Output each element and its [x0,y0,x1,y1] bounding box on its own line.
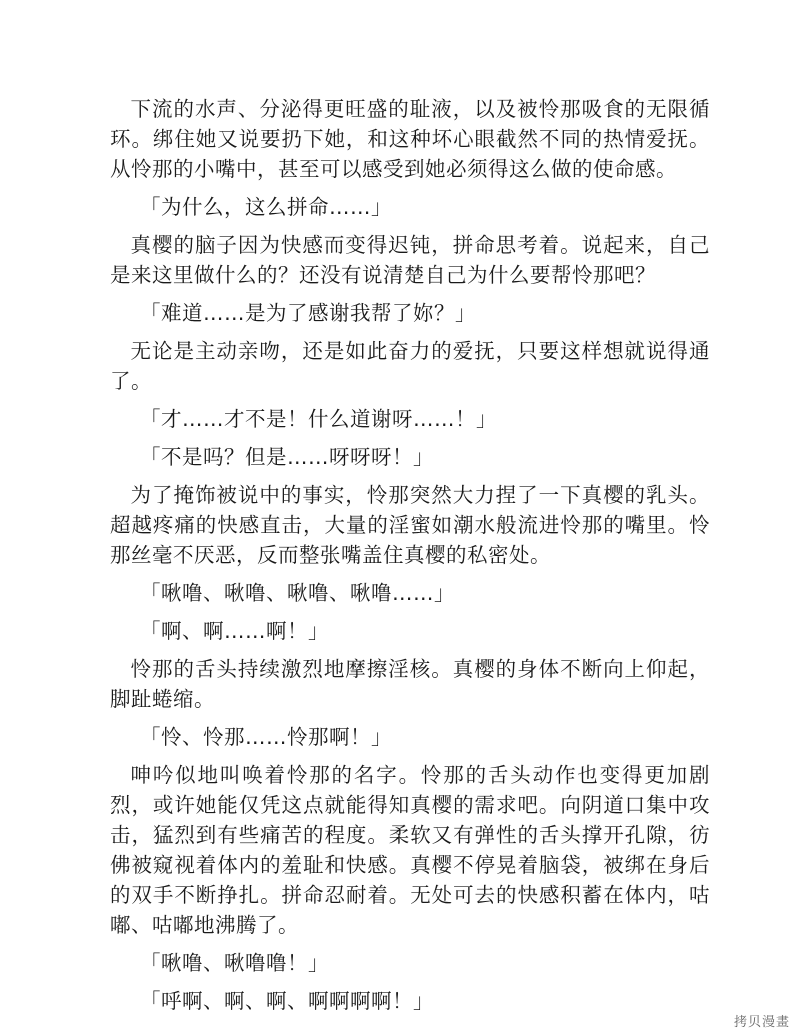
dialogue-line: 「啾噜、啾噜、啾噜、啾噜……」 [140,581,455,605]
paragraph: 真樱的脑子因为快感而变得迟钝，拼命思考着。说起来，自己是来这里做什么的？还没有说清楚自己为什么要帮怜那吧？ [110,233,710,287]
dialogue-line: 「啾噜、啾噜噜！」 [140,951,329,975]
watermark: 拷贝漫畫 [733,1015,790,1030]
paragraph: 怜那的舌头持续激烈地摩擦淫核。真樱的身体不断向上仰起，脚趾蜷缩。 [110,657,710,711]
dialogue-line: 「呼啊、啊、啊、啊啊啊啊！」 [140,989,434,1013]
dialogue-line: 「难道……是为了感谢我帮了妳？」 [140,301,476,325]
paragraph: 下流的水声、分泌得更旺盛的耻液，以及被怜那吸食的无限循环。绑住她又说要扔下她，和这种坏心眼截然不同的热情爱抚。从怜那的小嘴中，甚至可以感受到她必须得这么做的使命感。 [110,97,710,181]
paragraph: 为了掩饰被说中的事实，怜那突然大力捏了一下真樱的乳头。超越疼痛的快感直击，大量的淫蜜如潮水般流进怜那的嘴里。怜那丝毫不厌恶，反而整张嘴盖住真樱的私密处。 [110,483,710,567]
dialogue-line: 「为什么，这么拼命……」 [140,195,392,219]
paragraph: 无论是主动亲吻，还是如此奋力的爱抚，只要这样想就说得通了。 [110,339,710,393]
dialogue-line: 「啊、啊……啊！」 [140,619,329,643]
body-text [110,94,710,1024]
paragraph: 呻吟似地叫唤着怜那的名字。怜那的舌头动作也变得更加剧烈，或许她能仅凭这点就能得知真樱的需求吧。向阴道口集中攻击，猛烈到有些痛苦的程度。柔软又有弹性的舌头撑开孔隙，彷佛被窥视着体内的羞耻和快感。真樱不停晃着脑袋，被绑在身后的双手不断挣扎。拼命忍耐着。无处可去的快感积蓄在体内，咕嘟、咕嘟地沸腾了。 [110,763,710,937]
dialogue-line: 「怜、怜那……怜那啊！」 [140,725,392,749]
dialogue-line: 「才……才不是！什么道谢呀……！」 [140,407,497,431]
dialogue-line: 「不是吗？但是……呀呀呀！」 [140,445,434,469]
